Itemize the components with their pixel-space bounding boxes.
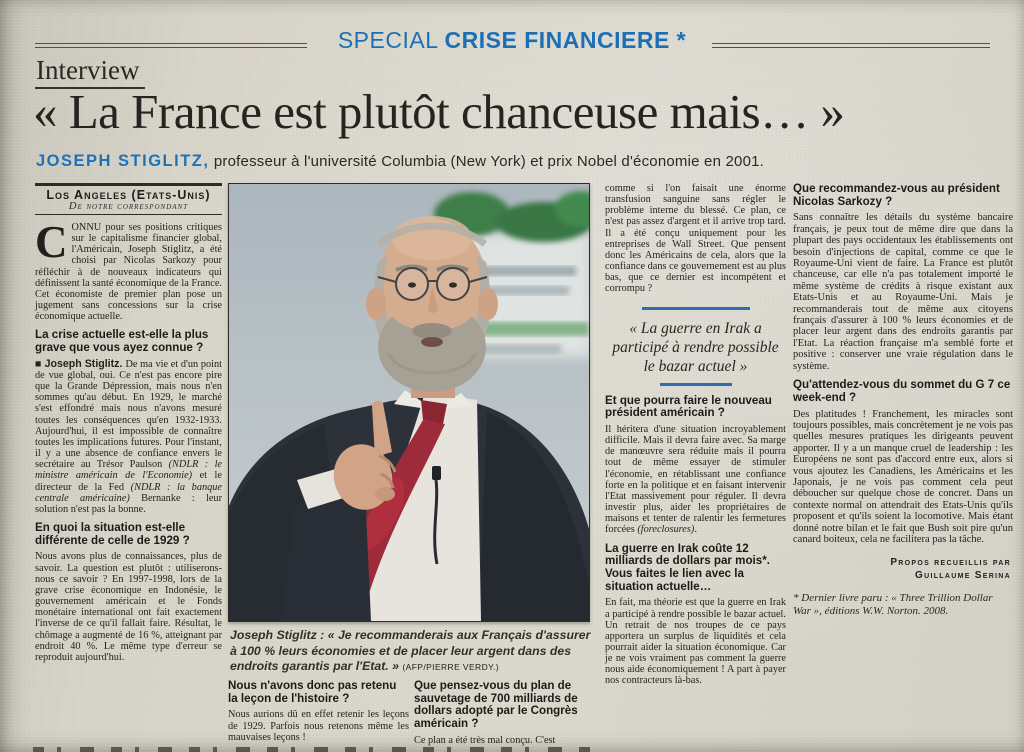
answer-6: En fait, ma théorie est que la guerre en Irak a participé à rendre possible le bazar actuel. Un retrait de nos troupes de ce pays apportera un surplus de liquidités et cela pourrait aider la situation économique. Car je ne vois vraiment pas comment la guerre nous aide économiquement ! A part à payer nos contracteurs là-bas. bbox=[605, 597, 786, 687]
answer-5-italic: (foreclosures) bbox=[637, 524, 695, 536]
answer-7: Sans connaître les détails du système bancaire français, je peux tout de même dire que dans la plupart des pays occidentaux les établissements ont besoin d'injections de capital, comme ce que le Royaume-Uni vient de faire. La France est plutôt chanceuse, car elle n'a pas totalement importé le même système de crédits à risque existant aux Etats-Unis et au Royaume-Uni. Mais je recommanderais tout de même aux citoyens français d'assurer à 100 % leurs économies et de placer leur argent dans des endroits garantis par l'Etat. La réaction française m'a semblé forte et positive : conserver une vraie régulation dans le système. bbox=[793, 212, 1013, 372]
question-8: Qu'attendez-vous du sommet du G 7 ce week-end ? bbox=[793, 378, 1011, 404]
question-1: La crise actuelle est-elle la plus grave que vous ayez connue ? bbox=[35, 328, 209, 355]
stiglitz-photo bbox=[228, 183, 590, 622]
answer-8: Des platitudes ! Franchement, les miracles sont toujours possibles, mais concrètement je ne vois pas quelles mesures pratiques les dirigeants peuvent apporter. Il y a un manque cruel de leadership : les Européens ne sont pas d'accord entre eux, alors si vous ajoutez les Canadiens, les Américains et les Japonais, je ne vois pas comment cela peut déboucher sur quelque chose de concret. Dans un contexte normal on attendrait des Etats-Unis qu'ils proposent et qu'ils soient la locomotive. Mais étant donné notre bilan et le fait que Bush soit pire qu'un canard boiteux, cela ne facilitera pas la tâche. bbox=[793, 408, 1013, 545]
answer-1-speaker: ■ Joseph Stiglitz. bbox=[35, 357, 126, 370]
kicker-light: SPECIAL bbox=[337, 27, 438, 53]
headline: « La France est plutôt chanceuse mais… » bbox=[33, 84, 845, 139]
pullquote: « La guerre en Irak a participé à rendre possible le bazar actuel » bbox=[612, 320, 779, 376]
caption-credit: (AFP/PIERRE VERDY.) bbox=[402, 662, 500, 672]
answer-1-text3: Bernanke : leur solution n'est pas la bonne. bbox=[35, 492, 223, 515]
answer-4: Ce plan a été très mal conçu. C'est bbox=[414, 734, 556, 746]
dateline bbox=[35, 183, 222, 215]
credit-line-2: Guillaume Serina bbox=[915, 570, 1011, 582]
question-3: Nous n'avons donc pas retenu la leçon de l'histoire ? bbox=[228, 679, 397, 705]
dateline-city: Los Angeles (Etats-Unis) bbox=[46, 188, 211, 202]
column-4 bbox=[793, 183, 1013, 618]
book-footnote: * Dernier livre paru : « Three Trillion Dollar War », éditions W.W. Norton. 2008. bbox=[793, 592, 993, 618]
question-4: Que pensez-vous du plan de sauvetage de 700 milliards de dollars adopté par le Congrès américain ? bbox=[414, 679, 578, 731]
lead-paragraph bbox=[35, 217, 222, 323]
caption-text: Joseph Stiglitz : « Je recommanderais aux Français d'assurer à 100 % leurs économies et de placer leur argent dans des endroits garantis par l'Etat. » bbox=[230, 628, 591, 673]
pullquote-rule-bottom bbox=[660, 383, 732, 386]
kicker-bold: CRISE FINANCIERE * bbox=[444, 27, 687, 53]
answer-1-text2: et le directeur de la Fed bbox=[35, 470, 222, 493]
interviewer-credit bbox=[793, 556, 1013, 582]
answer-1-ndlr2: (NDLR : la banque centrale américaine) bbox=[35, 481, 222, 504]
answer-5-period: . bbox=[694, 524, 697, 536]
byline-role: professeur à l'université Columbia (New York) et prix Nobel d'économie en 2001. bbox=[213, 153, 765, 170]
answer-5-text: Il héritera d'une situation incroyablement difficile. Mais il devra faire avec. Sa marge de manœuvre sera réduite mais il pourra tout de même essayer de stimuler l'économie, en rétablissant une confiance forte en la politique et en faisant intervenir l'Etat massivement pour réguler. Il devra investir plus, aider les propriétaires de maisons et tenter de ralentir les fermetures forcées bbox=[605, 423, 786, 536]
column-3 bbox=[605, 183, 786, 687]
section-label: Interview bbox=[35, 55, 145, 89]
byline bbox=[36, 152, 996, 171]
dateline-correspondent: De notre correspondant bbox=[68, 201, 189, 212]
kicker bbox=[0, 27, 1024, 54]
question-6: La guerre en Irak coûte 12 milliards de dollars par mois*. Vous faites le lien avec la situation actuelle… bbox=[605, 541, 770, 593]
photo-caption bbox=[230, 628, 592, 675]
question-2: En quoi la situation est-elle différente de celle de 1929 ? bbox=[35, 521, 190, 547]
column-2-left bbox=[228, 680, 409, 743]
column-1 bbox=[35, 183, 222, 663]
answer-1-ndlr1: (NDLR : le ministre américain de l'Economie) bbox=[35, 459, 222, 482]
question-5: Et que pourra faire le nouveau président américain ? bbox=[605, 393, 772, 420]
lead-text: ONNU pour ses positions critiques sur le capitalisme financier global, l'Américain, Joseph Stiglitz, a été choisi par Nicolas Sarkozy pour réfléchir à de nouveaux indicateurs qui définissent la santé économique de la France. Cet économiste de premier plan pose un jugement sans concessions sur la crise économique actuelle. bbox=[35, 222, 222, 323]
pullquote-rule-top bbox=[642, 307, 750, 311]
question-7: Que recommandez-vous au président Nicolas Sarkozy ? bbox=[793, 182, 1000, 208]
byline-name: JOSEPH STIGLITZ, bbox=[36, 152, 210, 170]
answer-3: Nous aurions dû en effet retenir les leçons de 1929. Parfois nous retenons même les mauvaises leçons ! bbox=[228, 709, 409, 743]
answer-1-text: De ma vie et d'un point de vue global, oui. Ce n'est pas encore pire que la Grande Dépression, mais nous n'en sommes qu'au début. En 1929, le marché s'est effondré mais nous n'avons mesuré toutes les conséquences qu'en 1932-1933. Aujourd'hui, il est impossible de connaître toutes les implications futures. Pour l'instant, il y a une absence de confiance envers le secrétaire au Trésor Paulson bbox=[35, 358, 223, 471]
column-2-right bbox=[414, 680, 602, 746]
answer-5 bbox=[605, 424, 786, 536]
credit-line-1: Propos recueillis par bbox=[890, 557, 1011, 569]
portrait-illustration bbox=[229, 184, 589, 621]
answer-4-continuation: comme si l'on faisait une énorme transfusion sanguine sans régler le problème interne du blessé. Ce plan, ce n'est pas assez d'argent et il arrive trop tard. Il a été conçu uniquement pour les entreprises de Wall Street. Que pensent donc les Américains de cela, alors que la confiance dans ce gouvernement est au plus bas, que ce dernier est incompétent et corrompu ? bbox=[605, 183, 786, 295]
answer-1 bbox=[35, 359, 222, 515]
answer-2: Nous avons plus de connaissances, plus de savoir. La question est plutôt : utiliserons-nous ce savoir ? En 1997-1998, lors de la grave crise économique en Indonésie, le gouvernement américain et le Fonds monétaire international ont fait exactement l'inverse de ce qu'il fallait faire. Résultat, le chômage a augmenté de 16 %, atteignant par endroit 40 %. Le même type d'erreur se reproduit aujourd'hui. bbox=[35, 551, 222, 663]
cutoff-next-headline bbox=[33, 747, 603, 752]
drop-cap: C bbox=[35, 217, 68, 267]
